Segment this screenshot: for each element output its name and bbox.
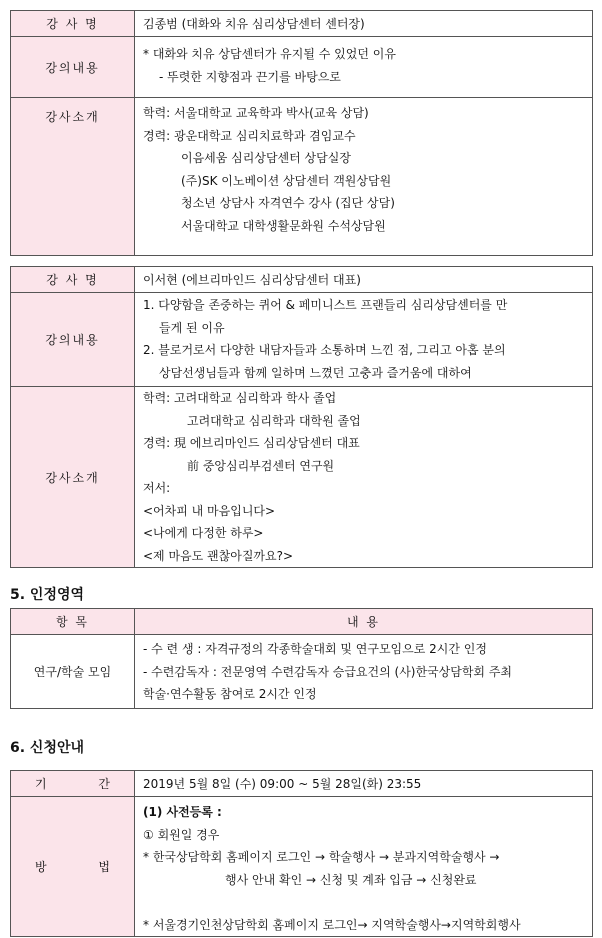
period-value: 2019년 5월 8일 (수) 09:00 ~ 5월 28일(화) 23:55	[135, 771, 593, 797]
section5-title: 5. 인정영역	[10, 587, 85, 603]
recognition-table	[10, 608, 593, 709]
lecturer2-table	[10, 266, 593, 568]
method-label: 방 법	[11, 797, 135, 937]
lecturer-name: 이서현 (에브리마인드 심리상담센터 대표)	[135, 267, 593, 293]
lecture-label: 강의내용	[11, 293, 135, 387]
intro-label: 강사소개	[11, 387, 135, 568]
intro-content: 학력: 서울대학교 교육학과 박사(교육 상담) 경력: 광운대학교 심리치료학과 겸임교수 이음세움 심리상담센터 상담실장 (주)SK 이노베이션 상담센터 객원상담원 청소년 상담사 자격연수 강사 (집단 상담) 서울대학교 대학생활문화원 수석상담원	[135, 98, 593, 256]
row-content: - 수 련 생 : 자격규정의 각종학술대회 및 연구모임으로 2시간 인정 - 수련감독자 : 전문영역 수련감독자 승급요건의 (사)한국상담학회 주최 학술·연수활동 참여로 2시간 인정	[135, 635, 593, 709]
lecturer-name: 김종범 (대화와 치유 심리상담센터 센터장)	[135, 11, 593, 37]
period-label: 기 간	[11, 771, 135, 797]
lecture-label: 강의내용	[11, 37, 135, 98]
name-label: 강 사 명	[11, 11, 135, 37]
intro-label: 강사소개	[11, 98, 135, 256]
intro-content: 학력: 고려대학교 심리학과 학사 졸업 고려대학교 심리학과 대학원 졸업 경력: 現 에브리마인드 심리상담센터 대표 前 중앙심리부검센터 연구원 저서: <어차피 내 마음입니다> <나에게 다정한 하루> <제 마음도 괜찮아질까요?>	[135, 387, 593, 568]
section6-title: 6. 신청안내	[10, 740, 85, 756]
method-content: (1) 사전등록 : ① 회원일 경우 * 한국상담학회 홈페이지 로그인 → 학술행사 → 분과지역학술행사 → 행사 안내 확인 → 신청 및 계좌 입금 → 신청완료 * 서울경기인천상담학회 홈페이지 로그인→ 지역학술행사→지역학회행사	[135, 797, 593, 937]
col-item-header: 항 목	[11, 609, 135, 635]
lecture-content: * 대화와 치유 상담센터가 유지될 수 있었던 이유 - 뚜렷한 지향점과 끈기를 바탕으로	[135, 37, 593, 98]
col-content-header: 내 용	[135, 609, 593, 635]
lecture-content: 1. 다양함을 존중하는 퀴어 & 페미니스트 프랜들리 심리상담센터를 만 들게 된 이유 2. 블로거로서 다양한 내담자들과 소통하며 느낀 점, 그리고 아홉 분의 상담선생님들과 함께 일하며 느꼈던 고충과 즐거움에 대하여	[135, 293, 593, 387]
name-label: 강 사 명	[11, 267, 135, 293]
application-table	[10, 770, 593, 937]
lecturer1-table	[10, 10, 593, 256]
row-label: 연구/학술 모임	[11, 635, 135, 709]
